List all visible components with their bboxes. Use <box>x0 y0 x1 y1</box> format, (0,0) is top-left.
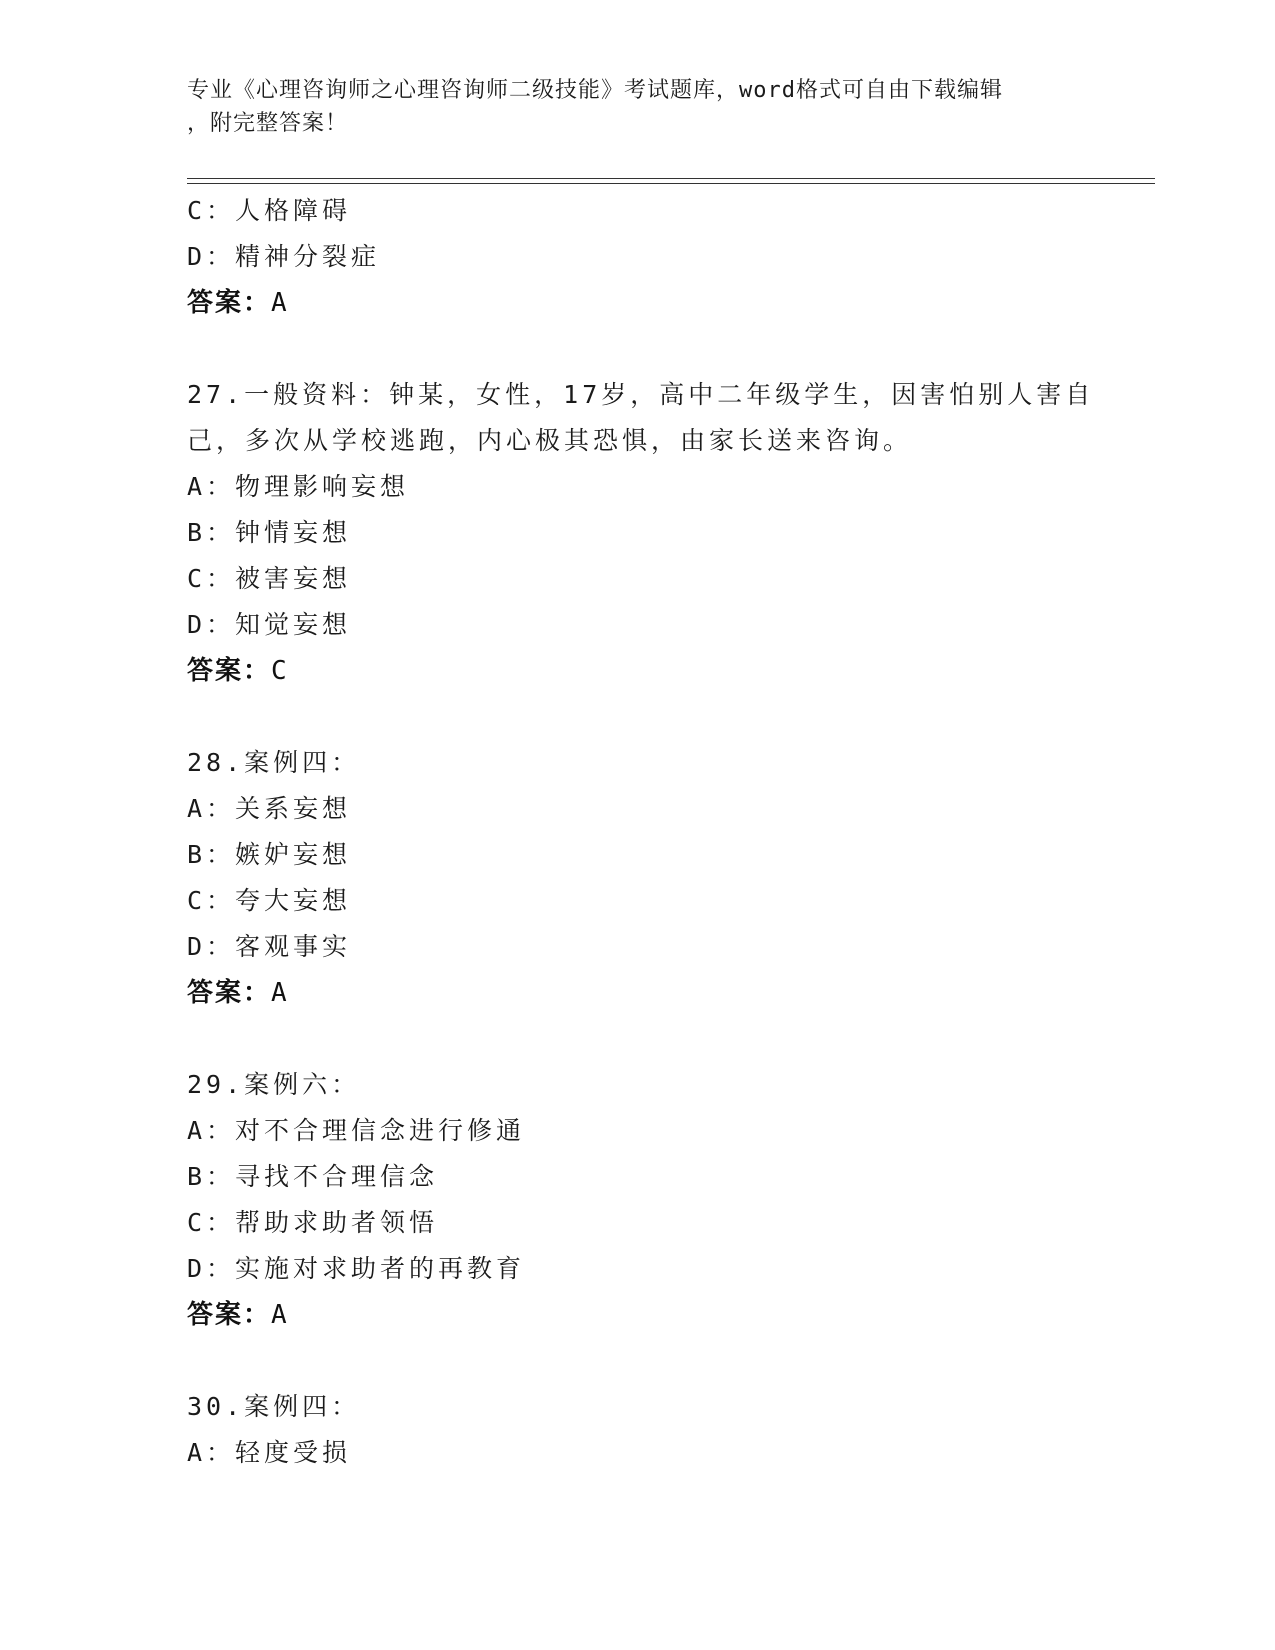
spacer <box>187 694 1087 740</box>
question-stem-line: 己，多次从学校逃跑，内心极其恐惧，由家长送来咨询。 <box>187 426 913 455</box>
question-list <box>187 188 1095 1476</box>
option-b: B：钟情妄想 <box>187 518 352 547</box>
answer-line <box>187 1292 1087 1338</box>
answer-value: A <box>271 978 289 1008</box>
question-stem <box>187 1384 1087 1430</box>
question-stem-line: 27.一般资料：钟某，女性，17岁，高中二年级学生，因害怕别人害自 <box>187 380 1095 409</box>
header-divider-thin <box>187 183 1155 184</box>
option-a: A：轻度受损 <box>187 1438 352 1467</box>
question-26-continuation <box>187 188 1087 326</box>
answer-value: A <box>271 1300 289 1330</box>
question-28 <box>187 740 1087 1016</box>
option-a: A：对不合理信念进行修通 <box>187 1116 526 1145</box>
option-c: C：人格障碍 <box>187 196 352 225</box>
spacer <box>187 326 1087 372</box>
option-a: A：关系妄想 <box>187 794 352 823</box>
question-stem-line: 29.案例六： <box>187 1070 361 1099</box>
answer-label: 答案： <box>187 1300 272 1330</box>
answer-value: A <box>271 288 289 318</box>
option-b: B：寻找不合理信念 <box>187 1162 439 1191</box>
question-27 <box>187 372 1095 694</box>
question-stem-line: 28.案例四： <box>187 748 361 777</box>
question-30 <box>187 1384 1087 1476</box>
option-c: C：被害妄想 <box>187 564 352 593</box>
answer-label: 答案： <box>187 978 272 1008</box>
answer-line <box>187 970 1087 1016</box>
question-stem <box>187 372 1095 464</box>
question-stem-line: 30.案例四： <box>187 1392 361 1421</box>
answer-label: 答案： <box>187 288 272 318</box>
option-d: D：知觉妄想 <box>187 610 352 639</box>
header-title-line-1: 专业《心理咨询师之心理咨询师二级技能》考试题库，word格式可自由下载编辑 <box>187 78 1003 103</box>
answer-value: C <box>271 656 289 686</box>
option-d: D：客观事实 <box>187 932 352 961</box>
answer-label: 答案： <box>187 656 272 686</box>
question-29 <box>187 1062 1087 1338</box>
spacer <box>187 1016 1087 1062</box>
spacer <box>187 1338 1087 1384</box>
question-stem <box>187 1062 1087 1108</box>
option-c: C：帮助求助者领悟 <box>187 1208 439 1237</box>
option-d: D：精神分裂症 <box>187 242 381 271</box>
header-divider-thick <box>187 178 1155 179</box>
answer-line <box>187 280 1087 326</box>
option-c: C：夸大妄想 <box>187 886 352 915</box>
header-title-line-2: ，附完整答案！ <box>187 111 349 136</box>
option-a: A：物理影响妄想 <box>187 472 410 501</box>
option-d: D：实施对求助者的再教育 <box>187 1254 526 1283</box>
question-stem <box>187 740 1087 786</box>
option-b: B：嫉妒妄想 <box>187 840 352 869</box>
answer-line <box>187 648 1087 694</box>
document-header <box>187 74 1087 140</box>
